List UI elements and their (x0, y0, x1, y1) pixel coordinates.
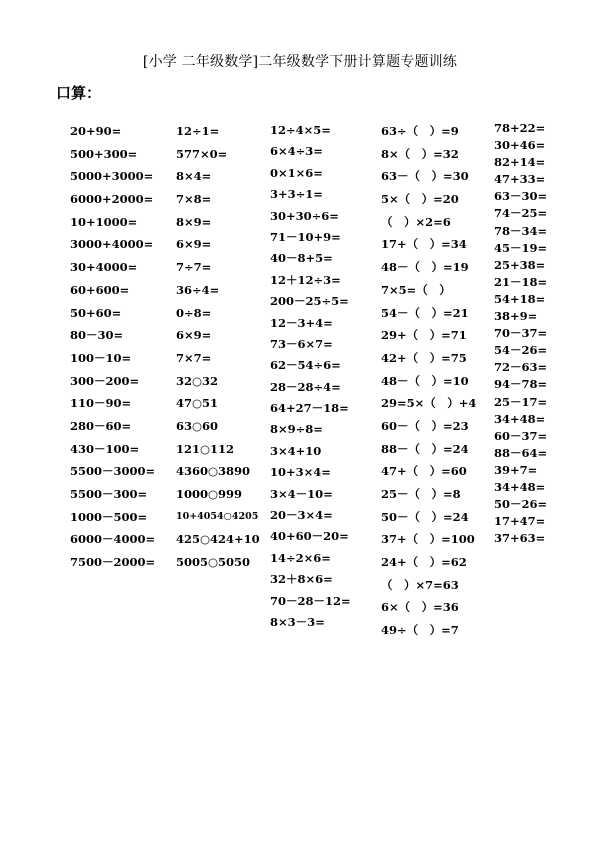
problem-item: 38+9= (494, 309, 538, 324)
problem-item: 200－25÷5= (270, 294, 349, 309)
problem-item: 49÷（ ）=7 (381, 623, 459, 638)
problem-item: 25+38= (494, 257, 546, 272)
problem-item: 121○112 (176, 441, 235, 456)
problem-item: 10+3×4= (270, 465, 331, 480)
problem-item: 63÷（ ）=9 (381, 124, 459, 138)
problem-item: 60+600= (70, 282, 130, 297)
problem-item: 30+46= (494, 138, 546, 153)
problem-item: 74－25= (494, 206, 548, 221)
problem-item: 5500－3000= (70, 464, 156, 479)
problem-item: 54－26= (494, 343, 548, 358)
problem-item: 5×（ ）=20 (381, 192, 459, 207)
problem-item: 0×1×6= (270, 165, 323, 180)
problem-item: 14÷2×6= (270, 550, 331, 565)
problem-item: 6000+2000= (70, 192, 154, 207)
problem-item: 12＋12÷3= (270, 272, 341, 287)
problem-item: 20+90= (70, 124, 122, 138)
problem-item: 425○424+10 (176, 532, 260, 547)
problem-item: 78+22= (494, 121, 546, 135)
problem-item: 37+（ ）=100 (381, 532, 475, 547)
problem-item: 20－3×4= (270, 508, 333, 523)
problem-item: 7÷7= (176, 260, 212, 275)
problem-item: （ ）×2=6 (381, 214, 451, 229)
problem-item: 30+30÷6= (270, 208, 339, 223)
problem-item: 3×4+10 (270, 443, 322, 458)
problem-item: 4360○3890 (176, 464, 251, 479)
problem-item: 32○32 (176, 373, 219, 388)
problem-item: 88－（ ）=24 (381, 441, 469, 456)
problem-item: 7×5=（ ） (381, 282, 451, 297)
problem-item: 10+4054○4205 (176, 510, 259, 522)
problem-item: 62－54÷6= (270, 358, 341, 373)
problem-item: 88－64= (494, 445, 548, 460)
problem-item: 8×9= (176, 214, 212, 229)
problem-item: 29+（ ）=71 (381, 328, 467, 343)
problem-item: 6×9= (176, 237, 212, 252)
problem-column-1 (70, 120, 155, 574)
problem-item: 10+1000= (70, 214, 138, 229)
problem-item: 12÷1= (176, 124, 220, 138)
problem-item: 25－（ ）=8 (381, 487, 461, 501)
problem-item: 7×8= (176, 192, 212, 207)
problem-item: 73－6×7= (270, 336, 333, 351)
problem-item: 48－（ ）=19 (381, 260, 469, 275)
problem-item: 42+（ ）=75 (381, 350, 467, 365)
problem-column-2 (176, 120, 260, 574)
problem-item: 12－3+4= (270, 315, 333, 330)
problem-item: 8×4= (176, 169, 212, 184)
problem-item: 40+60－20= (270, 529, 349, 544)
problem-item: 100－10= (70, 350, 132, 365)
problem-item: 37+63= (494, 531, 546, 546)
problem-item: 54－（ ）=21 (381, 305, 469, 320)
problem-column-5 (494, 120, 547, 547)
problem-item: 80－30= (70, 328, 124, 343)
problem-item: 0÷8= (176, 305, 212, 320)
problem-item: 110－90= (70, 396, 132, 411)
problem-item: 63－（ ）=30 (381, 169, 469, 184)
problem-item: 1000－500= (70, 509, 148, 524)
problem-item: 28－28÷4= (270, 379, 341, 394)
problem-item: 30+4000= (70, 260, 138, 275)
problem-item: 21－18= (494, 274, 548, 289)
problem-item: 60－37= (494, 428, 548, 443)
problem-item: 70－37= (494, 326, 548, 341)
problem-item: 8×3－3= (270, 614, 325, 629)
problem-item: 94－78= (494, 377, 548, 392)
problem-item: 8×（ ）=32 (381, 146, 459, 161)
problem-item: 72－63= (494, 360, 548, 375)
problem-item: 3+3÷1= (270, 187, 323, 202)
problem-column-3 (270, 120, 351, 633)
problem-item: 6000－4000= (70, 532, 156, 547)
problem-item: 40－8+5= (270, 251, 333, 266)
problem-item: 7×7= (176, 350, 212, 365)
problem-item: 3×4－10= (270, 486, 333, 501)
problem-item: 17+（ ）=34 (381, 237, 467, 252)
problem-item: 32＋8×6= (270, 572, 333, 587)
problem-item: 34+48= (494, 479, 546, 494)
problem-item: 577×0= (176, 146, 228, 161)
problem-item: 78－34= (494, 223, 548, 238)
problem-item: 60－（ ）=23 (381, 418, 469, 433)
problem-item: 64+27－18= (270, 401, 349, 416)
problem-column-4 (381, 120, 476, 642)
problem-item: 3000+4000= (70, 237, 154, 252)
problem-item: 39+7= (494, 462, 538, 477)
problem-item: 45－19= (494, 240, 548, 255)
problem-item: 17+47= (494, 514, 546, 529)
problem-item: 29=5×（ ）+4 (381, 396, 477, 411)
problem-item: 5500－300= (70, 487, 148, 501)
problem-item: 70－28－12= (270, 593, 351, 608)
problem-item: 50+60= (70, 305, 122, 320)
problem-item: 6×4÷3= (270, 144, 323, 159)
problem-item: 50－26= (494, 497, 548, 512)
problem-item: 24+（ ）=62 (381, 555, 467, 570)
problem-item: 63○60 (176, 418, 219, 433)
problem-item: 8×9÷8= (270, 422, 323, 437)
section-heading-oral-calculation: 口算： (56, 84, 102, 102)
problem-item: （ ）×7=63 (381, 577, 459, 592)
problem-item: 6×（ ）=36 (381, 600, 459, 615)
problem-item: 47+33= (494, 172, 546, 187)
problem-item: 36÷4= (176, 282, 220, 297)
problem-item: 280－60= (70, 418, 132, 433)
problem-item: 48－（ ）=10 (381, 373, 469, 388)
problem-item: 82+14= (494, 155, 546, 170)
problem-item: 5005○5050 (176, 555, 251, 570)
problem-item: 1000○999 (176, 487, 243, 501)
problem-item: 500+300= (70, 146, 138, 161)
problem-item: 47○51 (176, 396, 219, 411)
problem-item: 71－10+9= (270, 229, 341, 244)
problem-item: 12÷4×5= (270, 123, 331, 137)
problem-item: 50－（ ）=24 (381, 509, 469, 524)
page-title: [小学 二年级数学]二年级数学下册计算题专题训练 (142, 54, 458, 70)
problem-item: 7500－2000= (70, 555, 156, 570)
problem-item: 6×9= (176, 328, 212, 343)
problem-item: 5000+3000= (70, 169, 154, 184)
problem-item: 430－100= (70, 441, 140, 456)
problem-item: 63－30= (494, 189, 548, 204)
problem-item: 300－200= (70, 373, 140, 388)
problem-item: 25－17= (494, 394, 548, 409)
problem-item: 47+（ ）=60 (381, 464, 467, 479)
problem-item: 34+48= (494, 411, 546, 426)
problem-item: 54+18= (494, 291, 546, 306)
